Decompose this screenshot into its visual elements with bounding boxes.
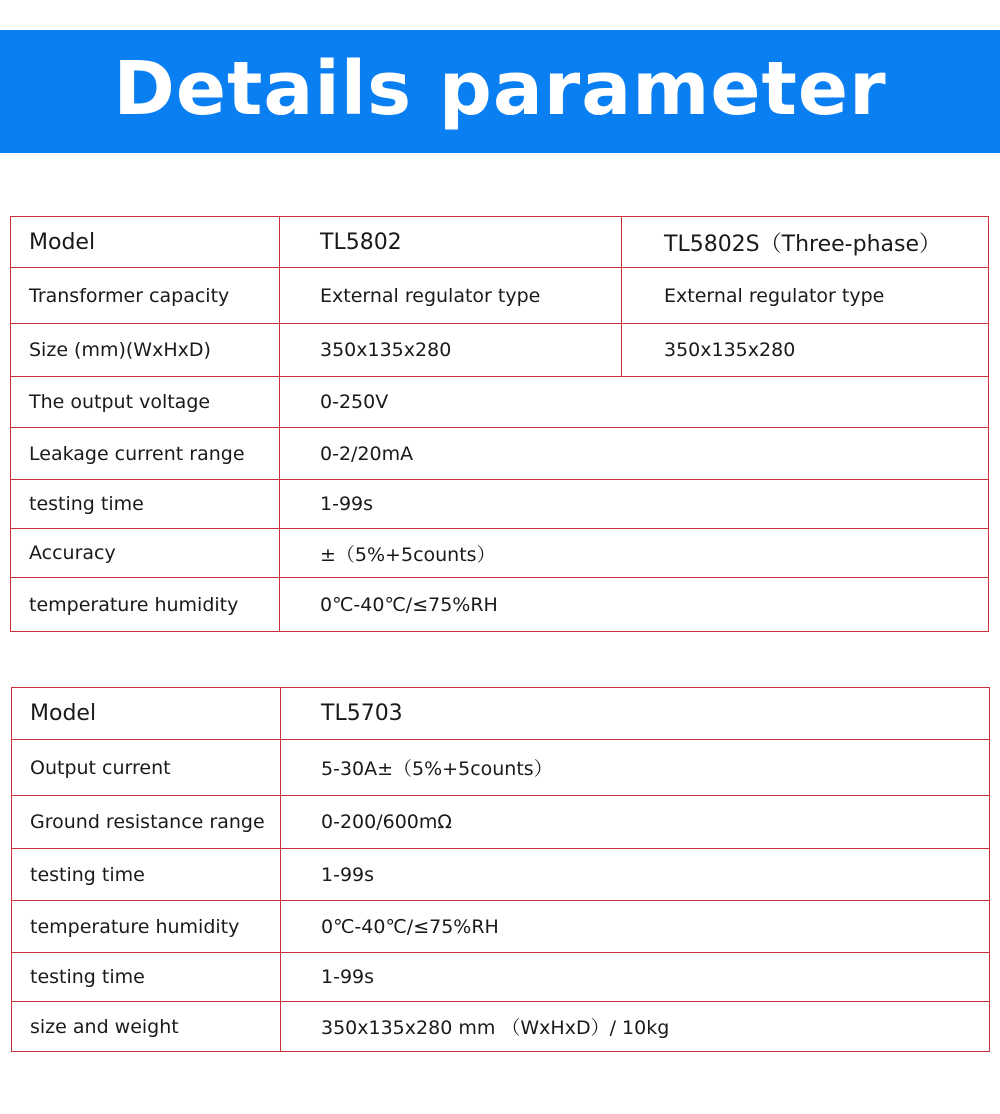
table-row (12, 796, 990, 849)
table-row (12, 849, 990, 901)
row-label-cell: temperature humidity (11, 578, 280, 632)
row-value-cell: 5-30A±（5%+5counts） (281, 740, 990, 796)
header-label-cell: Model (12, 688, 281, 740)
row-value-cell: 0-250V (280, 377, 989, 428)
header-model-cell: TL5802S（Three-phase） (622, 217, 989, 268)
row-label-cell: testing time (12, 953, 281, 1002)
header-model-cell: TL5802 (280, 217, 622, 268)
table-row (11, 268, 989, 324)
row-label-cell: temperature humidity (12, 901, 281, 953)
table-row (11, 529, 989, 578)
page-title: Details parameter (113, 45, 887, 132)
row-value-cell: 0-200/600mΩ (281, 796, 990, 849)
row-label-cell: Leakage current range (11, 428, 280, 480)
table-row (11, 428, 989, 480)
table-row (12, 953, 990, 1002)
row-value-cell: ±（5%+5counts） (280, 529, 989, 578)
table-row (12, 901, 990, 953)
row-label-cell: size and weight (12, 1002, 281, 1052)
row-value-cell: 1-99s (281, 953, 990, 1002)
spec-table-tl5703 (11, 687, 990, 1052)
row-value-cell: 0-2/20mA (280, 428, 989, 480)
row-label-cell: Transformer capacity (11, 268, 280, 324)
row-label-cell: testing time (12, 849, 281, 901)
row-value-cell: 350x135x280 mm （WxHxD）/ 10kg (281, 1002, 990, 1052)
row-label-cell: Ground resistance range (12, 796, 281, 849)
header-label-cell: Model (11, 217, 280, 268)
row-value-cell: 1-99s (280, 480, 989, 529)
row-value-cell: 0℃-40℃/≤75%RH (280, 578, 989, 632)
table-row (11, 480, 989, 529)
row-label-cell: Accuracy (11, 529, 280, 578)
table-row (11, 324, 989, 377)
table-header-row (11, 217, 989, 268)
spec-table-tl5802 (10, 216, 989, 632)
row-label-cell: Output current (12, 740, 281, 796)
row-value-cell: 1-99s (281, 849, 990, 901)
table-row (11, 578, 989, 632)
row-label-cell: Size (mm)(WxHxD) (11, 324, 280, 377)
row-value-cell: External regulator type (622, 268, 989, 324)
row-label-cell: The output voltage (11, 377, 280, 428)
row-value-cell: 350x135x280 (622, 324, 989, 377)
title-banner (0, 30, 1000, 153)
header-model-cell: TL5703 (281, 688, 990, 740)
row-value-cell: 350x135x280 (280, 324, 622, 377)
table-row (12, 740, 990, 796)
table-row (11, 377, 989, 428)
table-row (12, 1002, 990, 1052)
row-label-cell: testing time (11, 480, 280, 529)
row-value-cell: 0℃-40℃/≤75%RH (281, 901, 990, 953)
table-header-row (12, 688, 990, 740)
row-value-cell: External regulator type (280, 268, 622, 324)
